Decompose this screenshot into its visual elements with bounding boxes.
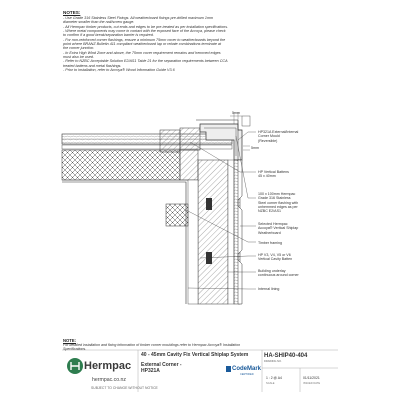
note-line: must also be used. — [63, 55, 94, 60]
scale-value: 1 : 2 @ A4 — [266, 376, 282, 380]
note-line: point where BRANZ Bulletin 411 compliant weatherboard lap or rebate combinations terminate at — [63, 42, 221, 47]
brand-url[interactable]: hermpac.co.nz — [92, 377, 127, 383]
corner-stud — [166, 204, 188, 226]
flashing-label: 100 x 100mm Hermpac Grade 316 Stainless Steel corner flashing with unhemmed edges as per NZBC E2/AS1 — [258, 192, 299, 214]
corner-mould-label: HP321A External/Internal Corner Mould (Reversible) — [258, 130, 299, 143]
scale-label: SCALE — [266, 382, 275, 385]
issue-date-value: 01/11/2021 — [303, 376, 320, 380]
note-line: - Use Grade 316 Stainless Steel Fixings. All weatherboard fixings pre-drilled maximum 1mm — [63, 16, 214, 20]
drawing-title: 40 - 45mm Cavity Fix Vertical Shiplap System — [141, 352, 249, 358]
note-line: - Where metal components may come in contact with the exposed face of the Accoya, please check — [63, 29, 226, 34]
note-line: - All Hermpac timber products, cut ends and edges to be pre-treated as per installation specifications. — [63, 24, 229, 29]
issue-date-label: ISSUED DATE — [303, 382, 321, 385]
dim-side-label: 5mm — [251, 146, 259, 150]
drawing-number-label: DRAWING NO. — [264, 360, 282, 363]
brand-name: Hermpac — [84, 360, 132, 372]
brand-subtitle: SUBJECT TO CHANGE WITHOUT NOTICE — [91, 386, 158, 390]
certification-mark: CodeMark — [232, 366, 262, 372]
note-line: the corner junction. — [63, 46, 95, 51]
note-line: - For non-reinforced corner flashings, ensure a minimum 75mm cover to weatherboards beyond the — [63, 37, 226, 42]
fixing-1 — [206, 198, 212, 210]
drawing-number: HA-SHIP40-404 — [264, 353, 308, 359]
hermpac-logo-icon — [67, 358, 83, 374]
note-line: treated battens and metal flashings. — [63, 63, 122, 68]
fixing-2 — [206, 252, 212, 264]
batten-label: HP Vertical Battens 45 x 40mm — [258, 170, 289, 179]
bottom-notes — [63, 338, 263, 352]
drawing-subtitle — [141, 362, 182, 374]
internal-lining-label: Internal lining — [258, 287, 280, 291]
notes-header: NOTES: — [63, 10, 81, 15]
vertical-battens — [160, 128, 200, 152]
drawing-subtitle-line-1: External Corner - — [141, 362, 182, 368]
internal-lining-line — [62, 182, 186, 304]
weatherboard-label: Selected Hermpac Accoya® Vertical Shiplap Weatherboard — [258, 222, 299, 235]
note-line: - Refer to NZBC Acceptable Solution E2/AS1 Table 21 for the separation requirements between CCA — [63, 59, 228, 64]
drawing-subtitle-line-2: HP321A — [141, 368, 160, 374]
note-line: - Prior to installation, refer to Accoya® Wood Information Guide V3.6 — [63, 68, 175, 73]
certification-sub: CERTIFIED — [240, 373, 254, 376]
note-line: - In Extra High Wind Zone and above, the 75mm cover requirement remains and hemmed edges — [63, 50, 221, 55]
top-framing — [62, 150, 198, 180]
codemark-logo-icon — [226, 366, 231, 372]
bottom-notes-text: For detailed installation and fixing information of timber corner mouldings refer to Hermpac Accoya® Installation Specifications. — [63, 343, 241, 352]
top-end-cap — [242, 116, 250, 126]
underlay-label: Building underlay continuous around corner — [258, 269, 299, 278]
note-line: diameter smaller than the nail/screw gauge. — [63, 20, 135, 25]
bottom-notes-header: NOTE: — [63, 338, 77, 343]
dim-top-label: 5mm — [232, 111, 240, 115]
note-line: to confirm if a good break/separation barrier is required. — [63, 33, 154, 38]
cavity-batten-label: HP V3, V4, V5 or V6 Vertical Cavity Batten — [258, 253, 293, 262]
framing-label: Timber framing — [258, 241, 283, 245]
right-vertical-wall — [188, 160, 240, 304]
